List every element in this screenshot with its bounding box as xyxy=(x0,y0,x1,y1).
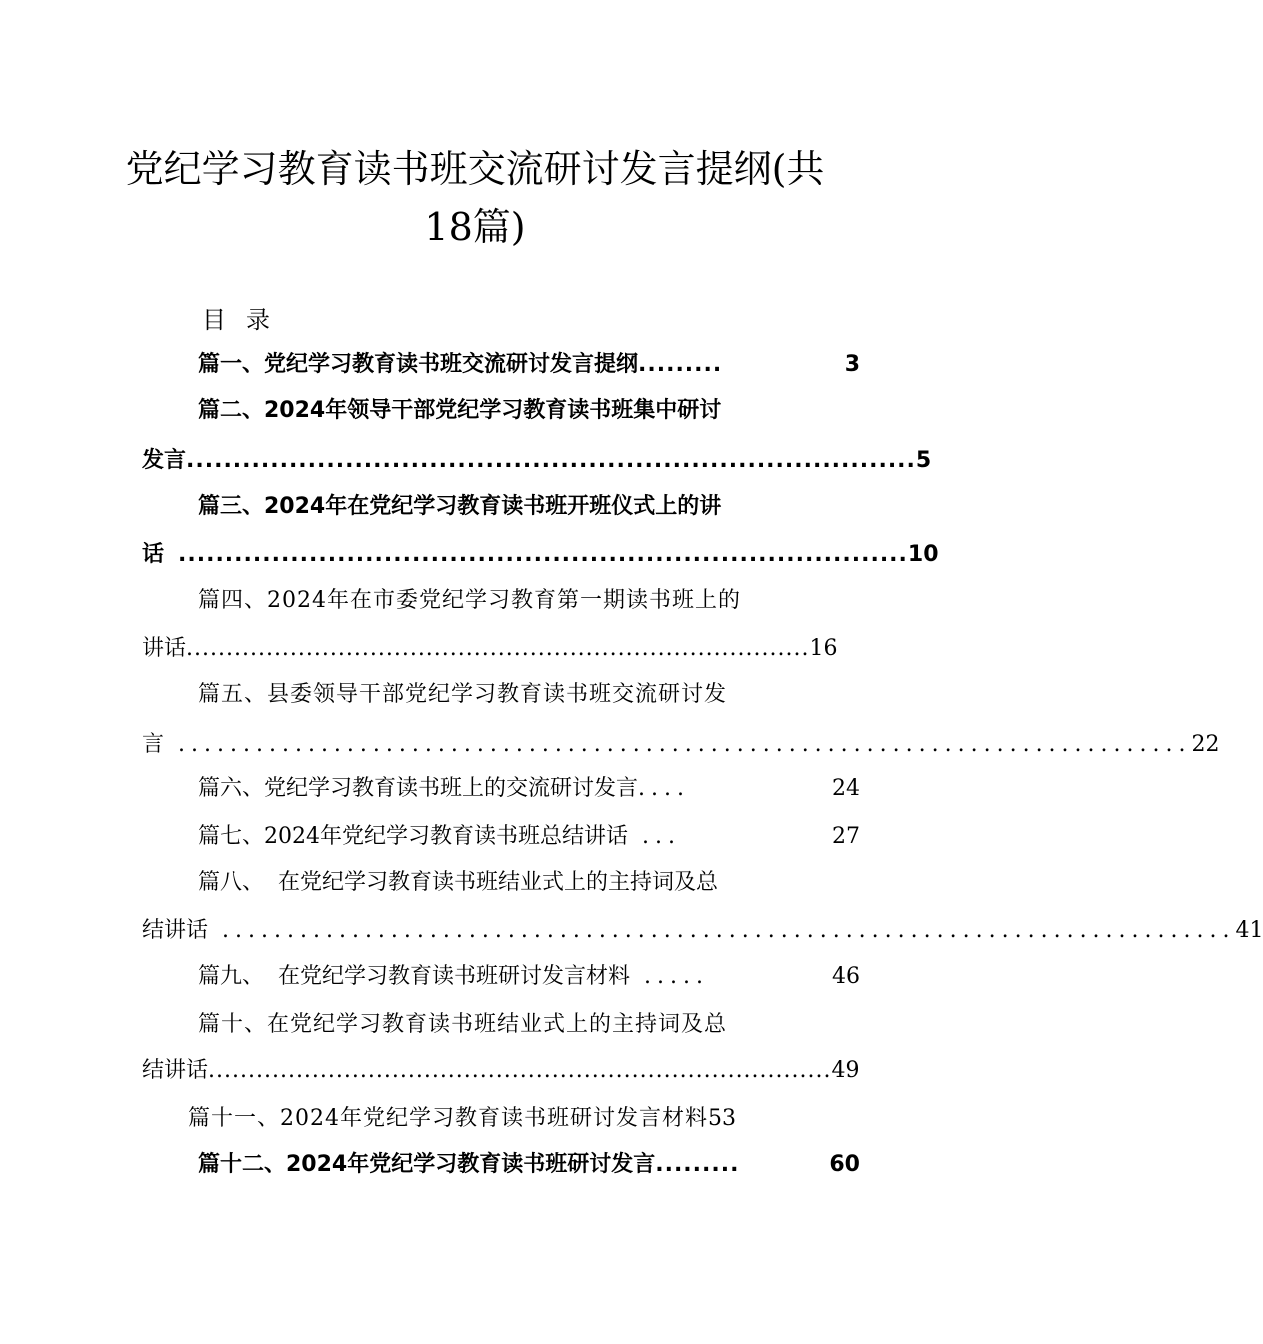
toc-entry-title-cont: 结讲话 xyxy=(142,918,209,943)
toc-entry-7[interactable] xyxy=(142,818,860,856)
title-line-2: 18篇) xyxy=(424,205,526,249)
toc-entry-9[interactable] xyxy=(142,958,860,996)
toc-page-number: 24 xyxy=(832,776,860,801)
toc-page-number: 41 xyxy=(1235,918,1263,943)
toc-entry-title-cont: 发言 xyxy=(142,448,187,473)
toc-entry-title-cont: 结讲话 xyxy=(142,1058,209,1083)
title-line-1: 党纪学习教育读书班交流研讨发言提纲(共 xyxy=(125,147,825,191)
toc-page-number: 5 xyxy=(915,448,932,473)
toc-entry-11[interactable] xyxy=(142,1100,860,1138)
toc-entry-5-cont[interactable] xyxy=(142,726,1220,764)
toc-leader-dots: .............................................................................. xyxy=(178,542,908,567)
toc-leader-dots: .............................................................................. xyxy=(186,448,916,473)
toc-entry-title: 篇六、党纪学习教育读书班上的交流研讨发言 xyxy=(198,776,639,801)
toc-entry-title: 篇三、2024年在党纪学习教育读书班开班仪式上的讲 xyxy=(198,494,722,519)
toc-entry-title: 篇四、2024年在市委党纪学习教育第一期读书班上的 xyxy=(198,588,741,613)
toc-entry-title-cont: 讲话 xyxy=(142,636,187,661)
toc-leader-dots: .............................................................................. xyxy=(178,732,1192,757)
toc-entry-2-cont[interactable] xyxy=(142,442,932,480)
toc-entry-6[interactable] xyxy=(142,770,860,808)
toc-entry-title: 篇十二、2024年党纪学习教育读书班研讨发言 xyxy=(198,1152,656,1177)
toc-entry-title: 篇七、2024年党纪学习教育读书班总结讲话 xyxy=(198,824,628,849)
toc-entry-title-cont: 话 xyxy=(142,542,165,567)
toc-entry-3-cont[interactable] xyxy=(142,536,939,574)
toc-page-number: 49 xyxy=(831,1058,860,1083)
toc-page-number: 46 xyxy=(832,964,860,989)
toc-leader-dots: .............................................................................. xyxy=(208,1058,832,1083)
toc-leader-dots: .............................................................................. xyxy=(186,636,810,661)
toc-page-number: 16 xyxy=(809,636,838,661)
toc-entry-title: 篇五、县委领导干部党纪学习教育读书班交流研讨发 xyxy=(198,682,728,707)
toc-entry-5[interactable] xyxy=(142,676,860,714)
toc-entry-title-cont: 言 xyxy=(142,732,165,757)
toc-entry-12[interactable] xyxy=(142,1146,860,1184)
toc-leader-dots: .............................................................................. xyxy=(222,918,1236,943)
toc-entry-4-cont[interactable] xyxy=(142,630,838,668)
toc-heading: 目录 xyxy=(202,306,290,334)
toc-entry-title: 篇二、2024年领导干部党纪学习教育读书班集中研讨 xyxy=(198,398,722,423)
toc-page-number: 10 xyxy=(907,542,939,567)
toc-leader-dots: ......... xyxy=(638,352,723,377)
toc-page-number: 3 xyxy=(844,352,860,377)
toc-page-number: 27 xyxy=(832,824,860,849)
toc-entry-8-cont[interactable] xyxy=(142,912,1263,950)
toc-entry-8[interactable] xyxy=(142,864,860,902)
toc-entry-3[interactable] xyxy=(142,488,860,526)
toc-entry-title: 篇八、 在党纪学习教育读书班结业式上的主持词及总 xyxy=(198,870,718,895)
toc-entry-title: 篇九、 在党纪学习教育读书班研讨发言材料 xyxy=(198,964,630,989)
toc-leader-dots: ......... xyxy=(655,1152,740,1177)
toc-entry-1[interactable] xyxy=(142,346,860,384)
toc-page-number: 53 xyxy=(708,1106,736,1131)
toc-entry-2[interactable] xyxy=(142,392,860,430)
toc-leader-dots: ... xyxy=(642,824,681,849)
toc-leader-dots: .... xyxy=(638,776,690,801)
toc-leader-dots: ..... xyxy=(644,964,709,989)
toc-entry-4[interactable] xyxy=(142,582,860,620)
toc-page-number: 22 xyxy=(1191,732,1220,757)
document-title xyxy=(90,140,860,256)
toc-entry-10[interactable] xyxy=(142,1006,860,1044)
toc-entry-title: 篇十一、2024年党纪学习教育读书班研讨发言材料 xyxy=(188,1106,708,1131)
toc-entry-title: 篇一、党纪学习教育读书班交流研讨发言提纲 xyxy=(198,352,639,377)
toc-page-number: 60 xyxy=(829,1152,860,1177)
toc-entry-title: 篇十、在党纪学习教育读书班结业式上的主持词及总 xyxy=(198,1012,728,1037)
toc-entry-10-cont[interactable] xyxy=(142,1052,860,1090)
